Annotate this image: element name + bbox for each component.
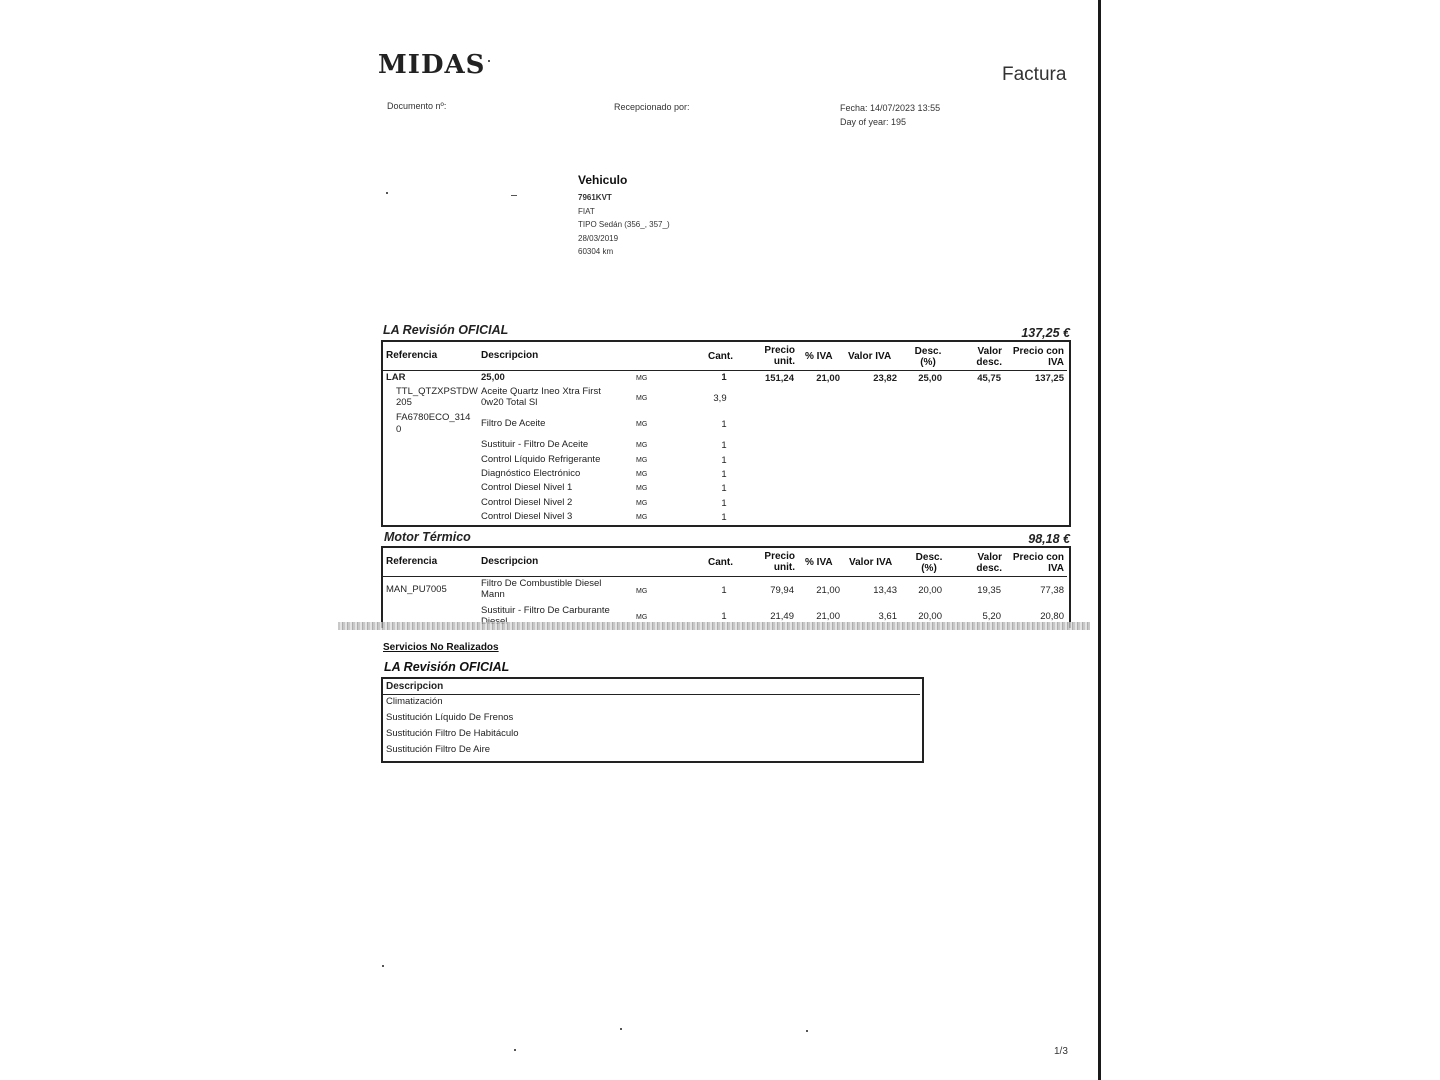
not-done-subtitle: LA Revisión OFICIAL [384, 660, 510, 674]
col-precio-con-iva: Precio con IVA [1012, 346, 1064, 368]
col-iva: % IVA [805, 351, 833, 362]
scan-speck [488, 60, 490, 62]
scan-speck [514, 1049, 516, 1051]
main-ref: LAR [386, 372, 406, 383]
vehicle-block [578, 173, 670, 259]
col2-precio-con-iva: Precio con IVA [1012, 552, 1064, 574]
row7-unit: MG [636, 500, 648, 507]
row1-ref-cont: 205 [396, 397, 412, 408]
m-row1-valor-desc: 19,35 [977, 585, 1001, 596]
section2-total: 98,18 € [1028, 532, 1070, 546]
row2-unit: MG [636, 421, 648, 428]
scan-artifact-band [338, 622, 1090, 630]
col-valor-iva: Valor IVA [848, 351, 892, 362]
section1-title: LA Revisión OFICIAL [383, 323, 509, 337]
m-row1-valor-iva: 13,43 [873, 585, 897, 596]
col-precio: Precio unit. [764, 345, 795, 367]
scan-speck [620, 1028, 622, 1030]
section1-header-rule [383, 370, 1067, 371]
row4-cant: 1 [721, 455, 727, 466]
m-row2-precio-con: 20,80 [1040, 611, 1064, 622]
row5-unit: MG [636, 471, 648, 478]
row7-cant: 1 [721, 498, 727, 509]
row8-unit: MG [636, 514, 648, 521]
vehicle-title: Vehiculo [578, 173, 628, 187]
m-row1-desc: Filtro De Combustible Diesel [481, 578, 602, 589]
m-row2-iva: 21,00 [816, 611, 840, 622]
not-done-item: Sustitución Filtro De Habitáculo [386, 728, 519, 739]
col-referencia: Referencia [386, 350, 438, 361]
page-edge [1098, 0, 1101, 1080]
col2-iva: % IVA [805, 557, 833, 568]
recepcionado-label: Recepcionado por: [614, 102, 690, 112]
vehicle-model: TIPO Sedán (356_, 357_) [578, 220, 670, 229]
m-row2-precio: 21,49 [770, 611, 794, 622]
main-unit: MG [636, 375, 648, 382]
row1-unit: MG [636, 395, 648, 402]
col2-desc-pct: Desc. (%) [915, 552, 943, 574]
row4-desc: Control Líquido Refrigerante [481, 454, 601, 465]
vehicle-date: 28/03/2019 [578, 233, 619, 243]
vehicle-make: FIAT [578, 206, 595, 216]
section2-title: Motor Térmico [384, 530, 471, 544]
page-number: 1/3 [1054, 1046, 1068, 1057]
row6-unit: MG [636, 485, 648, 492]
col2-valor-desc: Valor desc. [976, 552, 1002, 574]
not-done-item: Sustitución Filtro De Aire [386, 744, 491, 755]
row1-desc-cont: 0w20 Total Sl [481, 397, 538, 408]
m-row1-unit: MG [636, 588, 648, 595]
m-row2-valor-desc: 5,20 [982, 611, 1001, 622]
row7-desc: Control Diesel Nivel 2 [481, 497, 573, 508]
not-done-item: Climatización [386, 696, 443, 707]
row2-desc: Filtro De Aceite [481, 418, 546, 429]
not-done-title: Servicios No Realizados [383, 642, 499, 653]
main-cant: 1 [721, 372, 727, 383]
m-row1-desc-pct: 20,00 [918, 585, 942, 596]
m-row2-cant: 1 [721, 611, 727, 622]
col-descripcion: Descripcion [481, 350, 539, 361]
col2-precio: Precio unit. [764, 551, 795, 573]
row8-desc: Control Diesel Nivel 3 [481, 511, 573, 522]
vehicle-km: 60304 km [578, 247, 614, 256]
section2-header-rule [383, 576, 1067, 577]
col2-valor-iva: Valor IVA [849, 557, 893, 568]
row2-ref-cont: 0 [396, 424, 402, 435]
row6-desc: Control Diesel Nivel 1 [481, 482, 573, 493]
m-row2-desc: Sustituir - Filtro De Carburante [481, 605, 610, 616]
vehicle-plate: 7961KVT [578, 193, 612, 202]
row3-unit: MG [636, 442, 648, 449]
m-row1-precio-con: 77,38 [1040, 585, 1064, 596]
main-valor-iva: 23,82 [873, 373, 897, 384]
m-row2-unit: MG [636, 614, 648, 621]
col-desc-pct: Desc. (%) [914, 346, 942, 368]
m-row1-desc-cont: Mann [481, 589, 505, 600]
row2-cant: 1 [721, 419, 727, 430]
day-of-year-text: Day of year: 195 [840, 117, 907, 127]
main-precio: 151,24 [764, 373, 794, 384]
col-cant: Cant. [708, 351, 733, 362]
main-desc-pct: 25,00 [918, 373, 942, 384]
row4-unit: MG [636, 457, 648, 464]
documento-label: Documento nº: [387, 101, 447, 111]
not-done-header: Descripcion [386, 681, 444, 692]
section1-total: 137,25 € [1021, 326, 1070, 340]
row3-cant: 1 [721, 440, 727, 451]
not-done-item: Sustitución Líquido De Frenos [386, 712, 514, 723]
m-row2-desc-pct: 20,00 [918, 611, 942, 622]
row3-desc: Sustituir - Filtro De Aceite [481, 439, 589, 450]
row5-desc: Diagnóstico Electrónico [481, 468, 581, 479]
row1-ref: TTL_QTZXPSTDW [396, 386, 478, 397]
m-row1-ref: MAN_PU7005 [386, 584, 447, 595]
midas-logo: MIDAS [378, 50, 486, 80]
m-row1-cant: 1 [721, 585, 727, 596]
main-desc: 25,00 [481, 372, 505, 383]
row2-ref: FA6780ECO_314 [396, 412, 471, 423]
fecha-text: Fecha: 14/07/2023 13:55 [840, 103, 941, 113]
scan-speck [386, 192, 388, 194]
row5-cant: 1 [721, 469, 727, 480]
not-done-header-rule [383, 694, 920, 695]
main-valor-desc: 45,75 [977, 373, 1001, 384]
row1-desc: Aceite Quartz Ineo Xtra First [481, 386, 601, 397]
scan-speck [806, 1030, 808, 1032]
scan-speck [511, 195, 517, 196]
document-title: Factura [1002, 64, 1067, 85]
m-row2-valor-iva: 3,61 [878, 611, 897, 622]
row8-cant: 1 [721, 512, 727, 523]
row1-cant: 3,9 [713, 393, 727, 404]
col-valor-desc: Valor desc. [976, 346, 1002, 368]
main-precio-con: 137,25 [1034, 373, 1064, 384]
col2-descripcion: Descripcion [481, 556, 539, 567]
main-iva: 21,00 [816, 373, 840, 384]
col2-cant: Cant. [708, 557, 733, 568]
m-row1-iva: 21,00 [816, 585, 840, 596]
scan-speck [382, 965, 384, 967]
m-row1-precio: 79,94 [770, 585, 794, 596]
col2-referencia: Referencia [386, 556, 438, 567]
row6-cant: 1 [721, 483, 727, 494]
